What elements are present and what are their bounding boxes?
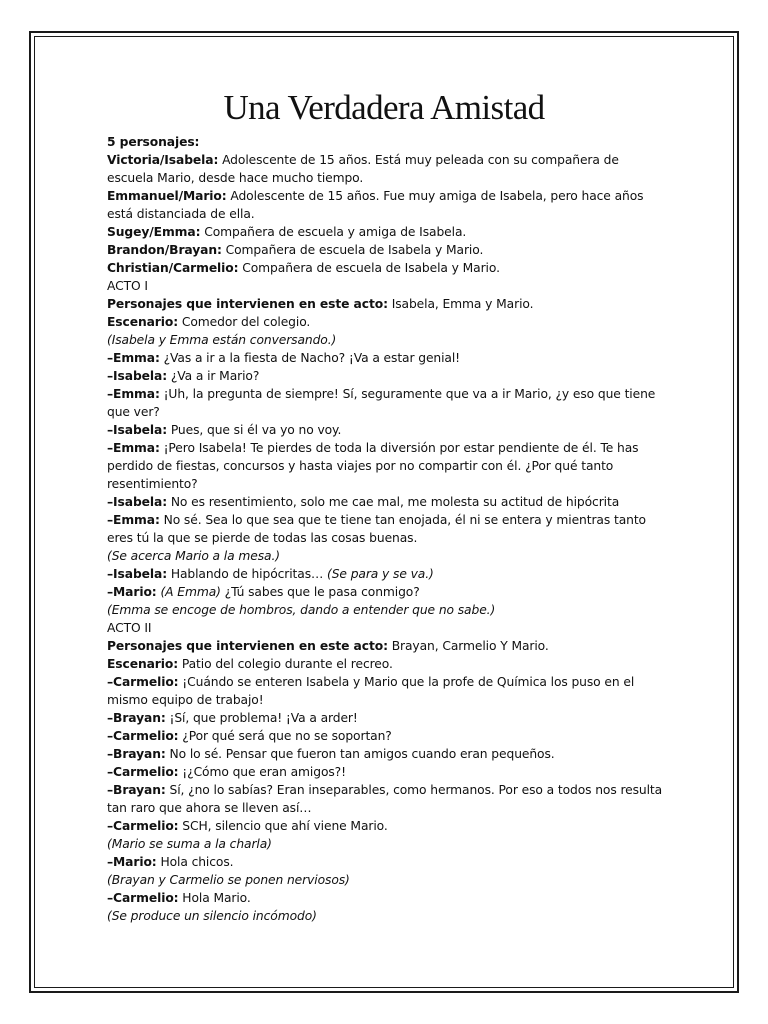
speaker-label: –Carmelio: — [107, 675, 179, 689]
line-text: ACTO II — [107, 621, 152, 635]
line-text: Patio del colegio durante el recreo. — [178, 657, 393, 671]
line-text: No es resentimiento, solo me cae mal, me molesta su actitud de hipócrita — [167, 495, 620, 509]
script-line — [107, 781, 663, 817]
script-line — [107, 655, 663, 673]
line-text: ¿Por qué será que no se soportan? — [178, 729, 392, 743]
script-line — [107, 907, 663, 925]
stage-direction: (Brayan y Carmelio se ponen nerviosos) — [107, 873, 350, 887]
script-line — [107, 583, 663, 601]
speaker-label: –Emma: — [107, 441, 160, 455]
script-line — [107, 763, 663, 781]
speaker-label: Personajes que intervienen en este acto: — [107, 297, 388, 311]
script-line — [107, 817, 663, 835]
stage-direction: (A Emma) — [160, 585, 221, 599]
speaker-label: –Carmelio: — [107, 819, 179, 833]
script-line — [107, 385, 663, 421]
speaker-label: –Carmelio: — [107, 765, 179, 779]
speaker-label: –Brayan: — [107, 711, 166, 725]
script-line — [107, 871, 663, 889]
line-text: Hola chicos. — [156, 855, 234, 869]
speaker-label: Emmanuel/Mario: — [107, 189, 227, 203]
script-line — [107, 187, 663, 223]
line-text: Comedor del colegio. — [178, 315, 311, 329]
line-text: Adolescente de 15 años. Fue muy amiga de Isabela, pero hace años está distanciada de ella. — [107, 189, 644, 221]
script-line — [107, 565, 663, 583]
speaker-label: –Emma: — [107, 387, 160, 401]
script-line — [107, 619, 663, 637]
line-text: Compañera de escuela y amiga de Isabela. — [200, 225, 467, 239]
script-line — [107, 313, 663, 331]
script-line — [107, 889, 663, 907]
line-text: ¡Uh, la pregunta de siempre! Sí, seguramente que va a ir Mario, ¿y eso que tiene que ver? — [107, 387, 656, 419]
script-line — [107, 259, 663, 277]
speaker-label: –Mario: — [107, 855, 157, 869]
line-text: ¡¿Cómo que eran amigos?! — [178, 765, 346, 779]
line-text: Sí, ¿no lo sabías? Eran inseparables, como hermanos. Por eso a todos nos resulta tan raro que ahora se lleven así… — [107, 783, 663, 815]
speaker-label: Victoria/Isabela: — [107, 153, 219, 167]
script-line — [107, 745, 663, 763]
speaker-label: –Isabela: — [107, 567, 168, 581]
speaker-label: Escenario: — [107, 657, 179, 671]
script-line — [107, 277, 663, 295]
line-text: Compañera de escuela de Isabela y Mario. — [221, 243, 484, 257]
line-text: Adolescente de 15 años. Está muy peleada con su compañera de escuela Mario, desde hace mucho tiempo. — [107, 153, 619, 185]
script-line — [107, 493, 663, 511]
speaker-label: –Brayan: — [107, 783, 166, 797]
line-text: ¿Tú sabes que le pasa conmigo? — [220, 585, 420, 599]
script-line — [107, 709, 663, 727]
line-text: ¡Sí, que problema! ¡Va a arder! — [165, 711, 358, 725]
speaker-label: –Carmelio: — [107, 729, 179, 743]
speaker-label: Brandon/Brayan: — [107, 243, 222, 257]
line-text: Compañera de escuela de Isabela y Mario. — [238, 261, 500, 275]
line-text: ¡Cuándo se enteren Isabela y Mario que la profe de Química los puso en el mismo equipo de trabajo! — [107, 675, 635, 707]
script-line — [107, 151, 663, 187]
speaker-label: –Isabela: — [107, 495, 168, 509]
speaker-label: Christian/Carmelio: — [107, 261, 239, 275]
stage-direction: (Mario se suma a la charla) — [107, 837, 272, 851]
line-text: Brayan, Carmelio Y Mario. — [387, 639, 549, 653]
line-text: Hablando de hipócritas… — [167, 567, 328, 581]
script-line — [107, 511, 663, 547]
line-text: ACTO I — [107, 279, 148, 293]
document-title: Una Verdadera Amistad — [223, 88, 545, 127]
speaker-label: –Brayan: — [107, 747, 166, 761]
line-text: ¿Vas a ir a la fiesta de Nacho? ¡Va a estar genial! — [159, 351, 461, 365]
line-text: No lo sé. Pensar que fueron tan amigos cuando eran pequeños. — [165, 747, 555, 761]
speaker-label: Personajes que intervienen en este acto: — [107, 639, 388, 653]
script-line — [107, 421, 663, 439]
line-text: Isabela, Emma y Mario. — [387, 297, 534, 311]
stage-direction: (Se produce un silencio incómodo) — [107, 909, 317, 923]
script-body — [107, 133, 663, 925]
line-text: ¡Pero Isabela! Te pierdes de toda la diversión por estar pendiente de él. Te has perdido de fiestas, concursos y hasta viajes por no compartir con él. ¿Por qué tanto resentimiento? — [107, 441, 639, 491]
line-text: ¿Va a ir Mario? — [167, 369, 260, 383]
script-line — [107, 547, 663, 565]
stage-direction: (Se para y se va.) — [327, 567, 434, 581]
script-line — [107, 601, 663, 619]
speaker-label: Escenario: — [107, 315, 179, 329]
speaker-label: –Carmelio: — [107, 891, 179, 905]
script-line — [107, 241, 663, 259]
line-text: No sé. Sea lo que sea que te tiene tan enojada, él ni se entera y mientras tanto eres tú la que se pierde de todas las cosas buenas. — [107, 513, 646, 545]
stage-direction: (Se acerca Mario a la mesa.) — [107, 549, 280, 563]
script-line — [107, 439, 663, 493]
line-text: SCH, silencio que ahí viene Mario. — [178, 819, 388, 833]
script-line — [107, 331, 663, 349]
speaker-label: –Emma: — [107, 513, 160, 527]
script-line — [107, 673, 663, 709]
stage-direction: (Emma se encoge de hombros, dando a entender que no sabe.) — [107, 603, 496, 617]
speaker-label: –Isabela: — [107, 369, 168, 383]
speaker-label: 5 personajes: — [107, 135, 200, 149]
script-line — [107, 727, 663, 745]
speaker-label: Sugey/Emma: — [107, 225, 201, 239]
speaker-label: –Mario: — [107, 585, 157, 599]
script-line — [107, 367, 663, 385]
script-line — [107, 133, 663, 151]
script-line — [107, 853, 663, 871]
line-text: Hola Mario. — [178, 891, 251, 905]
stage-direction: (Isabela y Emma están conversando.) — [107, 333, 337, 347]
script-line — [107, 295, 663, 313]
script-line — [107, 637, 663, 655]
speaker-label: –Emma: — [107, 351, 160, 365]
speaker-label: –Isabela: — [107, 423, 168, 437]
line-text: Pues, que si él va yo no voy. — [167, 423, 342, 437]
script-line — [107, 349, 663, 367]
script-line — [107, 835, 663, 853]
script-line — [107, 223, 663, 241]
